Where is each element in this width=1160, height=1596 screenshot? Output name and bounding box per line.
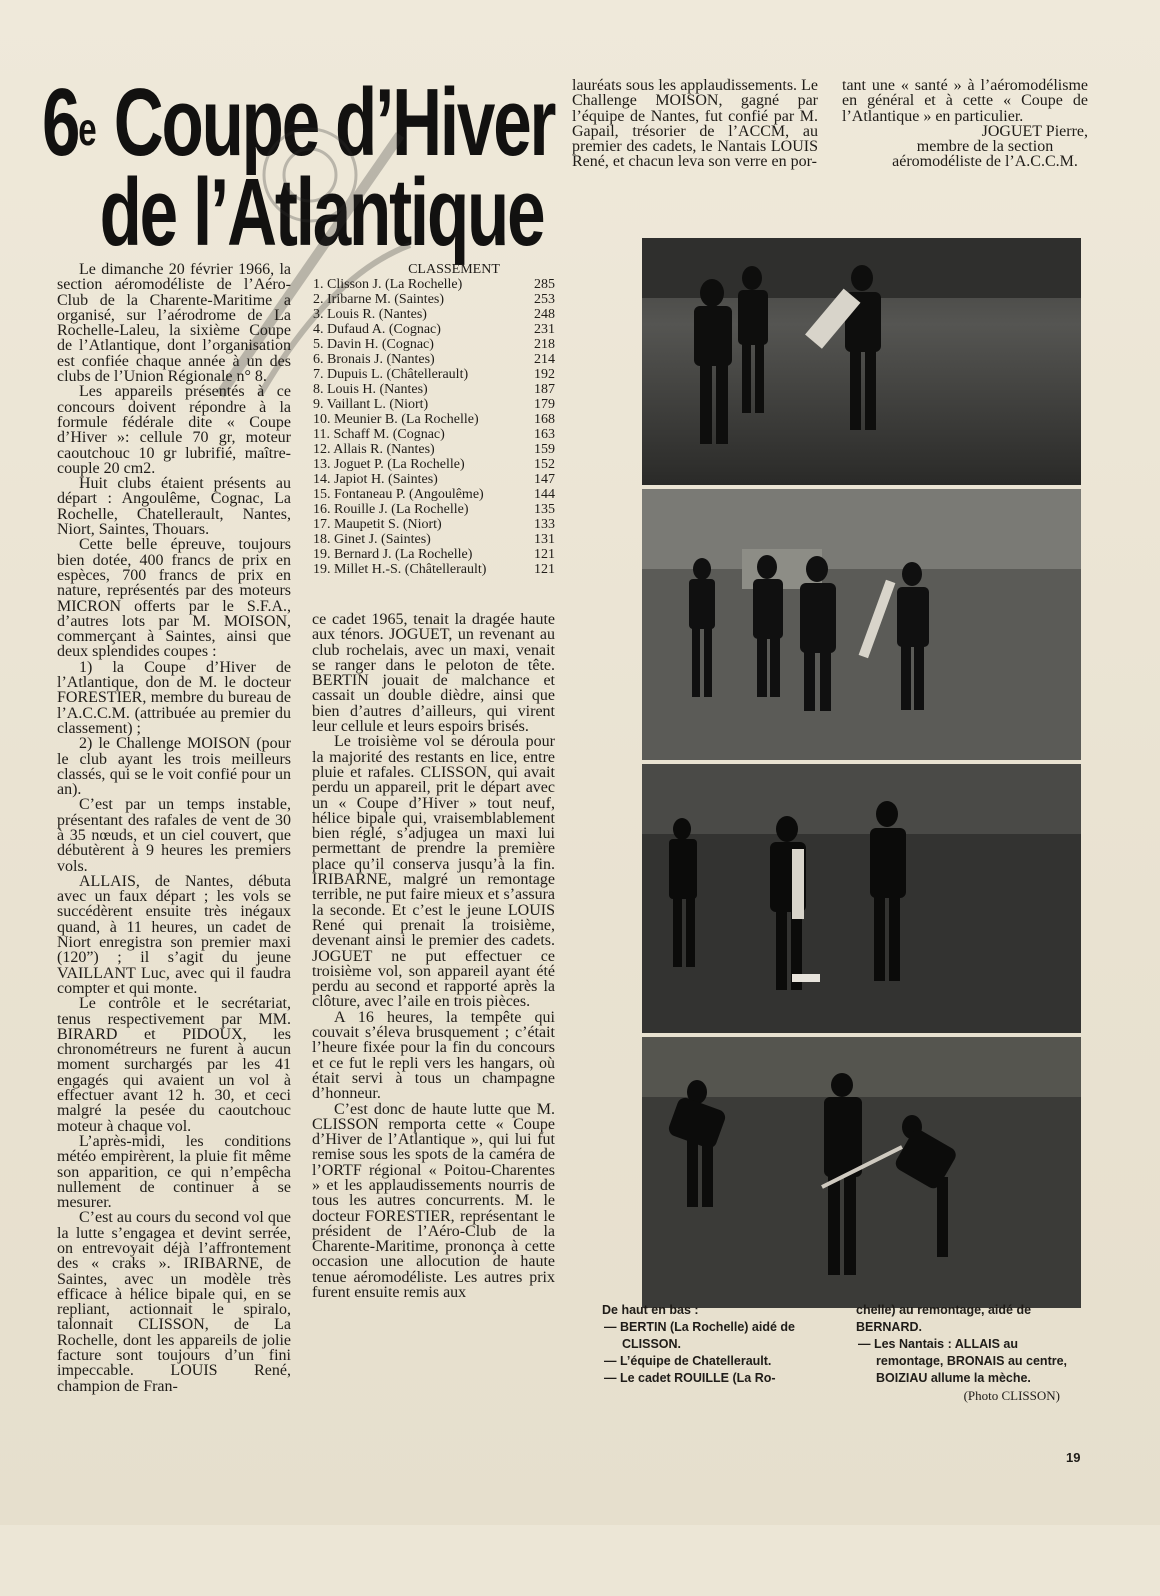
photo-caption-left (602, 1302, 832, 1387)
ranking-points: 253 (534, 292, 555, 307)
ranking-points: 218 (534, 337, 555, 352)
ranking-points: 147 (534, 472, 555, 487)
article-column-1 (57, 262, 291, 1394)
paragraph: Le contrôle et le secrétariat, tenus respectivement par MM. BIRARD et PIDOUX, les chronométreurs ne furent à aucun moment surchargés par les 41 engagés qui avaient un vol à effectuer avant 12 h. 30, et ceci malgré la pesée du caoutchouc moteur à chaque vol. (57, 995, 291, 1135)
ranking-name: 15. Fontaneau P. (Angoulême) (313, 487, 484, 502)
ranking-name: 17. Maupetit S. (Niort) (313, 517, 442, 532)
caption-item: chelle) au remontage, aidé de BERNARD. (856, 1303, 1032, 1334)
photo-equipe-chatellerault (642, 489, 1081, 760)
paragraph: L’après-midi, les conditions météo empirèrent, la pluie fit même son apparition, ce qui n’empêcha nullement de continuer à se mesurer. (57, 1132, 291, 1212)
paragraph: C’est par un temps instable, présentant des rafales de vent de 30 à 35 nœuds, et un ciel couvert, que débutèrent à 9 heures les premiers vols. (57, 796, 291, 875)
ranking-points: 131 (534, 532, 555, 547)
paragraph: Cette belle épreuve, toujours bien dotée, 400 francs de prix en espèces, 700 francs de prix en nature, représentés par des moteurs MICRON offerts par le S.F.A., d’autres lots par M. MOISON, commerçant à Saintes, ainsi que deux splendides coupes : (57, 536, 291, 661)
ranking-points: 187 (534, 382, 555, 397)
photo-cadet-rouille (642, 764, 1081, 1033)
ranking-row (313, 397, 555, 412)
paragraph: tant une « santé » à l’aéromodélisme en général et à cette « Coupe de l’Atlantique » en particulier. (842, 77, 1088, 125)
title-line2: de l’Atlantique (99, 159, 544, 266)
paragraph: Le dimanche 20 février 1966, la section aéromodéliste de l’Aéro-Club de la Charente-Maritime a organisé, sur l’aérodrome de La Rochelle-Laleu, la sixième Coupe de l’Atlantique, dont l’organisation est confiée chaque année à un des clubs de l’Union Régionale n° 8. (57, 261, 291, 386)
ranking-points: 152 (534, 457, 555, 472)
ranking-name: 5. Davin H. (Cognac) (313, 337, 434, 352)
ranking-points: 214 (534, 352, 555, 367)
ranking-name: 7. Dupuis L. (Châtellerault) (313, 367, 469, 382)
paragraph: Huit clubs étaient présents au départ : Angoulême, Cognac, La Rochelle, Chatellerault, Nantes, Niort, Saintes, Thouars. (57, 475, 291, 539)
ranking-points: 159 (534, 442, 555, 457)
photo-nantais (642, 1037, 1081, 1308)
ranking-name: 19. Millet H.-S. (Châtellerault) (313, 562, 487, 577)
ranking-points: 231 (534, 322, 555, 337)
author-name: JOGUET Pierre, (981, 122, 1088, 140)
ranking-points: 179 (534, 397, 555, 412)
ranking-points: 121 (534, 547, 555, 562)
ranking-name: 3. Louis R. (Nantes) (313, 307, 427, 322)
ranking-points: 248 (534, 307, 555, 322)
ranking-row (313, 562, 555, 577)
ranking-name: 1. Clisson J. (La Rochelle) (313, 277, 463, 292)
ranking-row (313, 547, 555, 562)
title-line1: Coupe d’Hiver (96, 69, 555, 176)
paragraph: Le troisième vol se déroula pour la majorité des restants en lice, entre pluie et rafales. CLISSON, qui avait perdu un appareil, prit le départ avec un « Coupe d’Hiver » tout neuf, hélice bipale qui, vraisemblablement bien réglé, s’adjugea un maxi lui permettant de prendre la première place qu’il conserva jusqu’à la fin. IRIBARNE, malgré un remontage terrible, ne put faire mieux et s’assura la seconde. Et c’est le jeune LOUIS René qui prenait la troisième, devenant ainsi le premier des cadets. JOGUET ne put effectuer ce troisième vol, son appareil ayant été perdu au second et rapporté après la clôture, avec l’aile en trois pièces. (312, 733, 555, 1011)
article-column-3 (572, 78, 818, 170)
paragraph: C’est au cours du second vol que la lutte s’engagea et devint serrée, on entrevoyait déjà l’affrontement des « craks ». IRIBARNE, de Saintes, avec un modèle très efficace à hélice bipale qui, en se repliant, actionnait le spiralo, talonnait CLISSON, de La Rochelle, dont les appareils de jolie facture sont toujours d’un fini impeccable. LOUIS René, champion de Fran- (57, 1209, 291, 1395)
ranking-points: 135 (534, 502, 555, 517)
ranking-points: 144 (534, 487, 555, 502)
ranking-row (313, 427, 555, 442)
photo-caption-right (856, 1302, 1088, 1404)
ranking-points: 192 (534, 367, 555, 382)
ranking-name: 6. Bronais J. (Nantes) (313, 352, 435, 367)
author-role: aéromodéliste de l’A.C.C.M. (892, 153, 1078, 171)
ranking-row (313, 292, 555, 307)
ranking-name: 13. Joguet P. (La Rochelle) (313, 457, 465, 472)
ranking-row (313, 382, 555, 397)
paragraph: ALLAIS, de Nantes, débuta avec un faux départ ; les vols se succédèrent ensuite très inégaux quand, à 11 heures, un cadet de Niort enregistra son premier maxi (120”) ; il s’agit du jeune VAILLANT Luc, avec qui il faudra compter et qui monte. (57, 872, 291, 997)
ranking-points: 121 (534, 562, 555, 577)
paragraph: 1) la Coupe d’Hiver de l’Atlantique, don de M. le docteur FORESTIER, membre du bureau de l’A.C.C.M. (attribuée au premier du classement) ; (57, 658, 291, 737)
ranking-name: 10. Meunier B. (La Rochelle) (313, 412, 479, 427)
paragraph: C’est donc de haute lutte que M. CLISSON remporta cette « Coupe d’Hiver de l’Atlantique », qui lui fut remise sous les spots de la caméra de l’ORTF régional « Poitou-Charentes » et les applaudissements nourris de tous les autres concurrents. M. le docteur FORESTIER, représentant le président de l’Aéro-Club de la Charente-Maritime, prononça à cette occasion une allocution de haute tenue aéromodéliste. Les autres prix furent ensuite remis aux (312, 1100, 555, 1302)
photo-credit: (Photo CLISSON) (963, 1388, 1060, 1403)
paragraph: A 16 heures, la tempête qui couvait s’éleva brusquement ; c’était l’heure fixée pour la fin du concours et ce fut le repli vers les hangars, où était servi à tous un champagne d’honneur. (312, 1008, 555, 1103)
caption-item: — L’équipe de Chatellerault. (604, 1354, 772, 1368)
ranking-row (313, 457, 555, 472)
article-column-2 (312, 612, 555, 1300)
paragraph: ce cadet 1965, tenait la dragée haute aux ténors. JOGUET, un revenant au club rochelais, avec un maxi, venait se ranger dans le peloton de tête. BERTIN jouait de malchance et cassait un double dièdre, ainsi que bien d’autres d’ailleurs, qui virent leur cellule et leurs espoirs brisés. (312, 611, 555, 736)
ranking-row (313, 442, 555, 457)
ranking-header: CLASSEMENT (408, 262, 500, 277)
ranking-name: 9. Vaillant L. (Niort) (313, 397, 429, 412)
ranking-row (313, 517, 555, 532)
caption-item: — Le cadet ROUILLE (La Ro- (604, 1371, 776, 1385)
paragraph: 2) le Challenge MOISON (pour le club ayant les trois meilleurs classés, qui se le voit confié pour un an). (57, 735, 291, 799)
ranking-name: 2. Iribarne M. (Saintes) (313, 292, 445, 307)
article-column-4 (842, 78, 1088, 170)
title-ordinal: e (78, 103, 97, 155)
ranking-row (313, 487, 555, 502)
ranking-row (313, 352, 555, 367)
ranking-name: 18. Ginet J. (Saintes) (313, 532, 431, 547)
caption-item: — BERTIN (La Rochelle) aidé de CLISSON. (604, 1320, 796, 1351)
ranking-table (313, 262, 555, 577)
ranking-row (313, 367, 555, 382)
ranking-row (313, 322, 555, 337)
ranking-row (313, 277, 555, 292)
ranking-name: 19. Bernard J. (La Rochelle) (313, 547, 473, 562)
ranking-row (313, 472, 555, 487)
ranking-row (313, 307, 555, 322)
ranking-points: 285 (534, 277, 555, 292)
ranking-row (313, 532, 555, 547)
page-number: 19 (1066, 1450, 1081, 1465)
ranking-points: 163 (534, 427, 555, 442)
paragraph: lauréats sous les applaudissements. Le Challenge MOISON, gagné par l’équipe de Nantes, fut confié par M. Gapail, trésorier de l’ACCM, au premier des cadets, le Nantais LOUIS René, et chacun leva son verre en por- (572, 77, 818, 171)
ranking-points: 133 (534, 517, 555, 532)
ranking-row (313, 337, 555, 352)
caption-item: — Les Nantais : ALLAIS au remontage, BRONAIS au centre, BOIZIAU allume la mèche. (858, 1337, 1068, 1385)
paragraph: Les appareils présentés à ce concours doivent répondre à la formule fédérale dite « Coupe d’Hiver »: cellule 70 gr, moteur caoutchouc 10 gr lubrifié, maître-couple 20 cm2. (57, 383, 291, 477)
author-role: membre de la section (916, 138, 1054, 156)
ranking-name: 11. Schaff M. (Cognac) (313, 427, 445, 442)
ranking-name: 8. Louis H. (Nantes) (313, 382, 428, 397)
ranking-row (313, 502, 555, 517)
ranking-name: 14. Japiot H. (Saintes) (313, 472, 438, 487)
ranking-points: 168 (534, 412, 555, 427)
caption-intro: De haut en bas : (602, 1303, 699, 1317)
ranking-name: 4. Dufaud A. (Cognac) (313, 322, 441, 337)
ranking-name: 12. Allais R. (Nantes) (313, 442, 435, 457)
photo-bertin-clisson (642, 238, 1081, 485)
article-title (42, 69, 555, 266)
ranking-row (313, 412, 555, 427)
title-number: 6 (42, 69, 79, 176)
ranking-name: 16. Rouille J. (La Rochelle) (313, 502, 469, 517)
